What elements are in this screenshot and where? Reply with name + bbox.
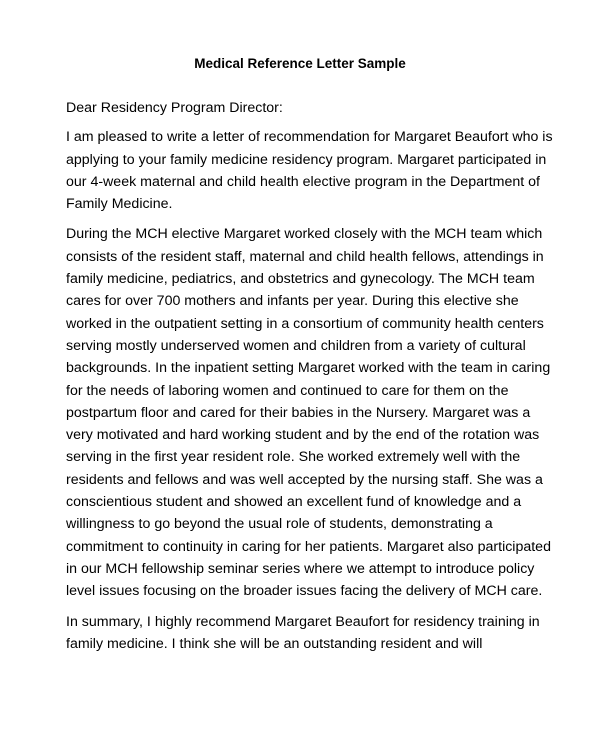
- paragraph-summary: In summary, I highly recommend Margaret Beaufort for residency training in family medicine. I think she will be an outstanding resident and will: [66, 613, 540, 652]
- paragraph-intro: I am pleased to write a letter of recommendation for Margaret Beaufort who is applying to your family medicine residency program. Margaret participated in our 4-week maternal and child health elective program in the Department of Family Medicine.: [66, 129, 553, 213]
- paragraph-elective: During the MCH elective Margaret worked closely with the MCH team which consists of the resident staff, maternal and child health fellows, attendings in family medicine, pediatrics, and obstetrics and gynecology. The MCH team cares for over 700 mothers and infants per year. During this elective she worked in the outpatient setting in a consortium of community health centers serving mostly underserved women and children from a variety of cultural backgrounds. In the inpatient setting Margaret worked with the team in caring for the needs of laboring women and continued to care for them on the postpartum floor and cared for their babies in the Nursery. Margaret was a very motivated and hard working student and by the end of the rotation was serving in the first year resident role. She worked extremely well with the residents and fellows and was well accepted by the nursing staff. She was a conscientious student and showed an excellent fund of knowledge and a willingness to go beyond the usual role of students, demonstrating a commitment to continuity in caring for her patients. Margaret also participated in our MCH fellowship seminar series where we attempt to introduce policy level issues focusing on the broader issues facing the delivery of MCH care.: [66, 226, 551, 600]
- document-title: Medical Reference Letter Sample: [194, 56, 406, 71]
- salutation: Dear Residency Program Director:: [66, 100, 283, 116]
- letter-body: [66, 97, 556, 663]
